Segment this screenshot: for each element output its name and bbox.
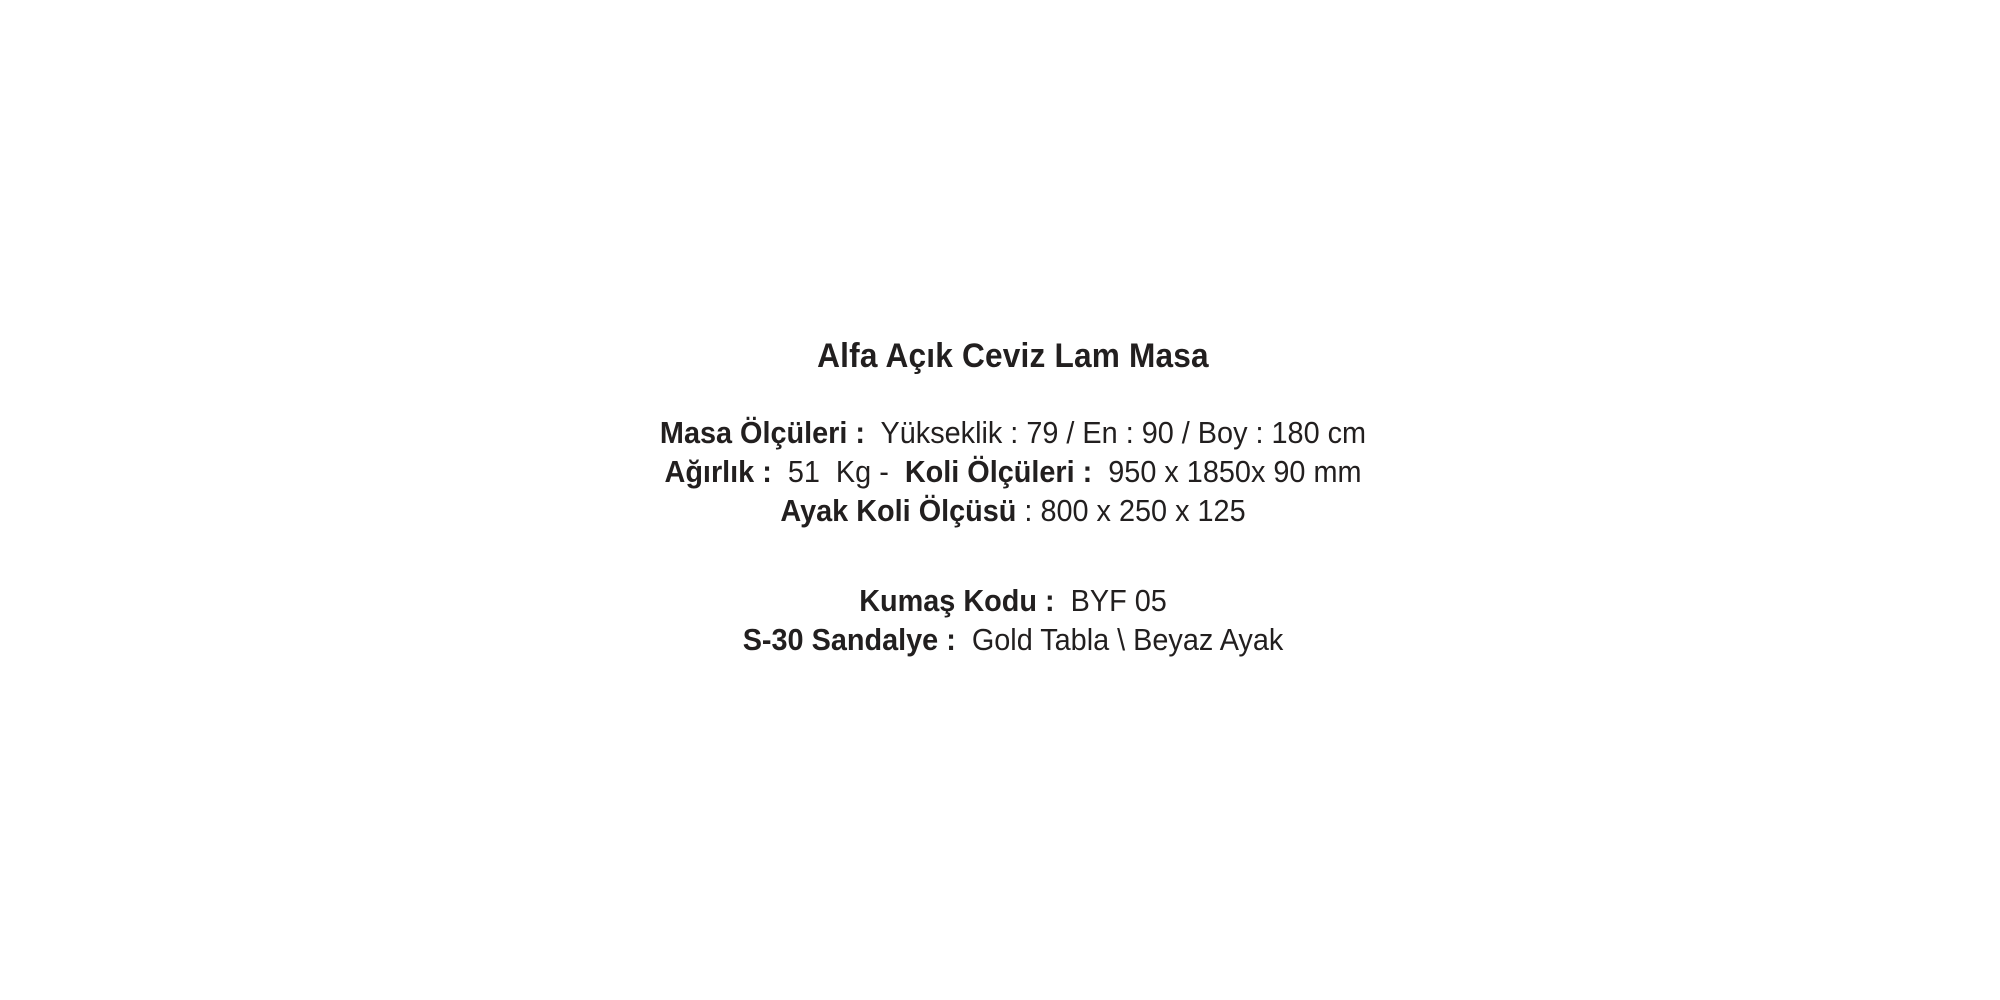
spec-label: Ağırlık : bbox=[664, 454, 772, 489]
spec-content bbox=[83, 336, 1943, 659]
spec-value: 950 x 1850x 90 mm bbox=[1092, 454, 1362, 489]
fabric-code-line bbox=[83, 581, 1943, 620]
weight-and-box-dimensions-line bbox=[83, 452, 1943, 491]
spec-label: Masa Ölçüleri : bbox=[659, 415, 866, 450]
table-dimensions-line bbox=[83, 413, 1943, 452]
product-title: Alfa Açık Ceviz Lam Masa bbox=[817, 337, 1209, 375]
leg-box-dimensions-line bbox=[83, 491, 1943, 530]
spec-value: 51 Kg - bbox=[771, 454, 905, 489]
spec-label: S-30 Sandalye : bbox=[742, 622, 956, 657]
spec-value: Yükseklik : 79 / En : 90 / Boy : 180 cm bbox=[865, 415, 1367, 450]
spec-value: : 800 x 250 x 125 bbox=[1016, 493, 1246, 528]
spec-value: BYF 05 bbox=[1054, 583, 1167, 618]
chair-spec-line bbox=[83, 620, 1943, 659]
spec-value: Gold Tabla \ Beyaz Ayak bbox=[955, 622, 1284, 657]
dimensions-spec-block bbox=[83, 413, 1943, 530]
spec-label: Koli Ölçüleri : bbox=[904, 454, 1093, 489]
spec-label: Kumaş Kodu : bbox=[859, 583, 1055, 618]
fabric-chair-spec-block bbox=[83, 581, 1943, 659]
spec-label: Ayak Koli Ölçüsü bbox=[780, 493, 1017, 528]
